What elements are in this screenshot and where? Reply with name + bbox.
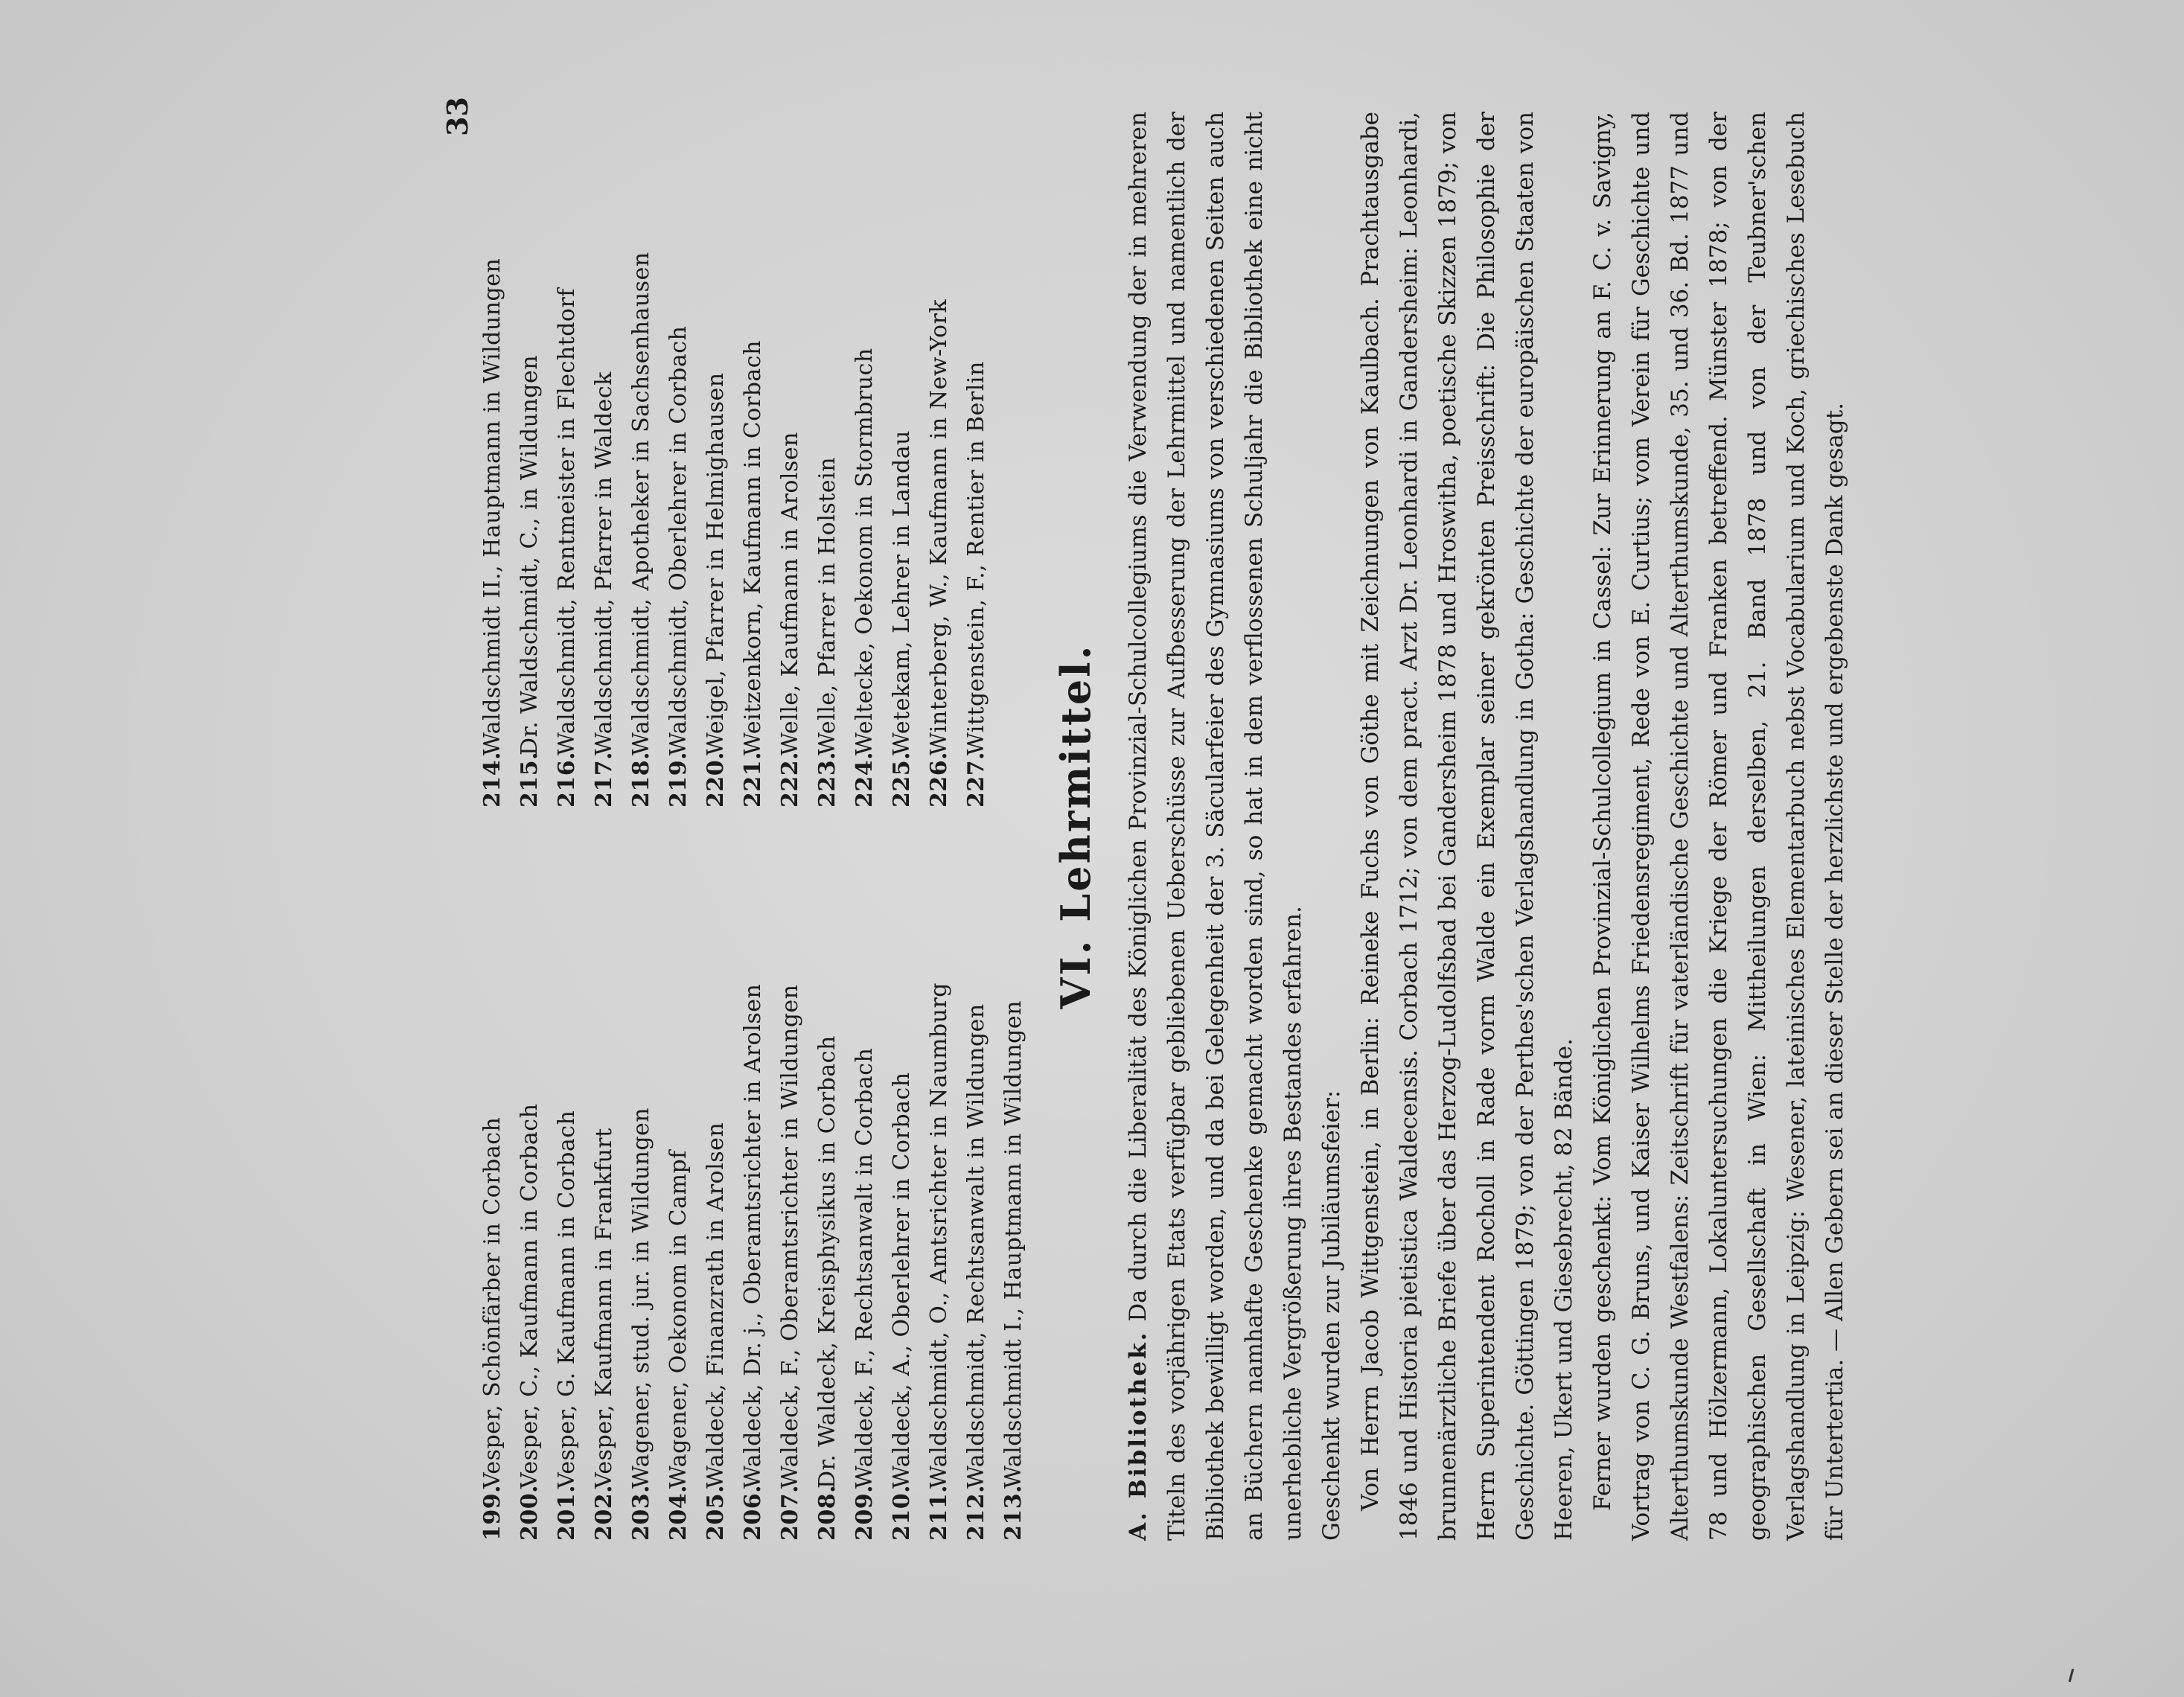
roster-column-left [474, 845, 1032, 1541]
roster-entry [884, 845, 921, 1541]
roster-entry [623, 112, 660, 808]
roster-entry [697, 845, 735, 1541]
roster-entry [884, 112, 921, 808]
roster-entry-number: 220. [703, 751, 729, 808]
roster-entry [958, 112, 995, 808]
roster-entry [995, 845, 1032, 1541]
roster-entry-text: Waldschmidt II., Hauptmann in Wildungen [479, 258, 505, 755]
roster-entry-number: 209. [852, 1484, 878, 1541]
roster-entry [511, 845, 549, 1541]
roster-entry-text: Winterberg, W., Kaufmann in New-York [926, 298, 952, 755]
roster-entry-number: 208. [814, 1484, 840, 1541]
roster-entry-number: 204. [665, 1484, 692, 1541]
roster-entry-text: Vesper, Kaufmann in Frankfurt [591, 1128, 617, 1489]
roster-entry-number: 221. [740, 751, 766, 808]
roster-entry-number: 199. [479, 1484, 505, 1541]
roster-entry-text: Dr. Waldschmidt, C., in Wildungen [517, 354, 543, 755]
roster-entry-text: Vesper, C., Kaufmann in Corbach [517, 1103, 543, 1489]
roster-entry-text: Waldeck, Dr. j., Oberamtsrichter in Arolsen [740, 983, 766, 1489]
roster-entry-number: 224. [852, 751, 878, 808]
roster-entry-text: Wittgenstein, F., Rentier in Berlin [963, 361, 989, 755]
roster-entry-number: 223. [814, 751, 840, 808]
roster-entry-text: Waldschmidt, Apotheker in Sachsenhausen [628, 252, 654, 755]
roster-entry-text: Welle, Pfarrer in Holstein [814, 456, 840, 755]
paragraph-library [1119, 112, 1312, 1541]
roster-entry [586, 845, 623, 1541]
roster-entry [958, 845, 995, 1541]
section-heading: VI. Lehrmittel. [1052, 643, 1099, 1009]
roster-entry-number: 222. [777, 751, 803, 808]
scan-mark [2069, 1669, 2075, 1682]
roster-entry [921, 845, 958, 1541]
roster-entry-number: 212. [963, 1484, 989, 1541]
roster-entry-text: Welle, Kaufmann in Arolsen [777, 432, 803, 755]
paragraph-gifts-list: Von Herrn Jacob Wittgenstein, in Berlin: Reineke Fuchs von Göthe mit Zeichnungen von Kaulbach. Prachtausgabe 1846 und Historia pietistica Waldecensis. Corbach 1712; von dem pract. Arzt Dr. Leonhardi in Gandersheim: Leonhardi, brunnenärztliche Briefe über das Herzog-Ludolfsbad bei Gandersheim 1878 und Hroswitha, poetische Skizzen 1879; von Herrn Superintendent Rocholl in Rade vorm Walde ein Exemplar seiner gekrönten Preisschrift: Die Philosophie der Geschichte. Göttingen 1879; von der Perthes'schen Verlagshandlung in Gotha: Geschichte der europäischen Staaten von Heeren, Ukert und Giesebrecht, 82 Bände. [1357, 112, 1577, 1541]
roster-entry-number: 219. [665, 751, 692, 808]
roster-entry-text: Wetekam, Lehrer in Landau [889, 430, 915, 755]
roster-entry-text: Waldschmidt I., Hauptmann in Wildungen [1000, 1000, 1026, 1489]
paragraph-further-gifts: Ferner wurden geschenkt: Vom Königlichen Provinzial-Schulcollegium in Cassel: Zur Erinnerung an F. C. v. Savigny, Vortrag von C. G. Bruns, und Kaiser Wilhelms Friedensregiment, Rede von E. Curtius; vom Verein für Geschichte und Alterthumskunde Westfalens: Zeitschrift für vaterländische Geschichte und Alterthumskunde, 35. und 36. Bd. 1877 und 78 und Hölzermann, Lokaluntersuchungen die Kriege der Römer und Franken betreffend. Münster 1878; von der geographischen Gesellschaft in Wien: Mittheilungen derselben, 21. Band 1878 und von der Teubner'schen Verlagshandlung in Leipzig: Wesener, lateinisches Elementarbuch nebst Vocabularium und Koch, griechisches Lesebuch für Untertertia. — Allen Gebern sei an dieser Stelle der herzlichste und ergebenste Dank gesagt. [1589, 112, 1848, 1541]
roster-entry-number: 205. [703, 1484, 729, 1541]
roster-entry [846, 112, 884, 808]
roster-entry [511, 112, 549, 808]
roster-entry [735, 845, 772, 1541]
roster-entry [697, 112, 735, 808]
roster-entry-text: Waldeck, A., Oberlehrer in Corbach [889, 1072, 915, 1489]
roster-entry [809, 112, 846, 808]
roster-entry-number: 217. [591, 751, 617, 808]
roster-entry-text: Wagener, stud. jur. in Wildungen [628, 1107, 654, 1489]
roster-entry [549, 845, 586, 1541]
roster-entry-number: 206. [740, 1484, 766, 1541]
paragraph-gifts-intro: Geschenkt wurden zur Jubiläumsfeier: [1318, 1090, 1345, 1541]
roster-entry [474, 845, 511, 1541]
roster-entry-number: 216. [554, 751, 580, 808]
roster-entry-number: 202. [591, 1484, 617, 1541]
roster-entry [772, 845, 809, 1541]
roster-entry-text: Waldschmidt, Pfarrer in Waldeck [591, 371, 617, 755]
roster-column-right [474, 112, 1032, 808]
roster-entry-text: Wagener, Oekonom in Campf [665, 1150, 692, 1489]
roster-entry [846, 845, 884, 1541]
rotated-book-page [281, 89, 1903, 1608]
roster-entry-number: 200. [517, 1484, 543, 1541]
roster-entry [921, 112, 958, 808]
roster-entry [623, 845, 660, 1541]
roster-entry [735, 112, 772, 808]
roster-entry-number: 211. [926, 1484, 952, 1541]
page-number: 33 [441, 97, 474, 136]
roster-entry-number: 213. [1000, 1484, 1026, 1541]
roster-entry-number: 227. [963, 751, 989, 808]
roster-entry-text: Waldschmidt, Oberlehrer in Corbach [665, 325, 692, 755]
roster-entry [809, 845, 846, 1541]
member-roster [474, 112, 1032, 1541]
library-paragraph-text: Da durch die Liberalität des Königlichen Provinzial-Schulcollegiums die Verwendung der in mehreren Titeln des vorjährigen Etats verfügbar gebliebenen Ueberschüsse zur Aufbesserung der Lehrmittel und namentlich der Bibliothek bewilligt worden, und da bei Gelegenheit der 3. Säcularfeier des Gymnasiums von verschiedenen Seiten auch an Büchern namhafte Geschenke gemacht worden sind, so hat in dem verflossenen Schuljahr die Bibliothek eine nicht unerhebliche Vergrößerung ihres Bestandes erfahren. [1125, 112, 1306, 1541]
roster-entry-number: 207. [777, 1484, 803, 1541]
roster-entry [549, 112, 586, 808]
roster-entry-text: Vesper, G. Kaufmann in Corbach [554, 1110, 580, 1489]
roster-entry-number: 203. [628, 1484, 654, 1541]
roster-entry-number: 218. [628, 751, 654, 808]
page-content [474, 112, 1854, 1541]
roster-entry-text: Waldeck, F., Oberamtsrichter in Wildungen [777, 984, 803, 1489]
roster-entry [660, 845, 697, 1541]
roster-entry-text: Waldeck, Finanzrath in Arolsen [703, 1122, 729, 1489]
library-subheading: A. Bibliothek. [1125, 1330, 1152, 1541]
roster-entry-text: Weltecke, Oekonom in Stormbruch [852, 348, 878, 755]
roster-entry-text: Waldschmidt, Rechtsanwalt in Wildungen [963, 1003, 989, 1489]
roster-entry-number: 226. [926, 751, 952, 808]
roster-entry-number: 210. [889, 1484, 915, 1541]
roster-entry-text: Vesper, Schönfärber in Corbach [479, 1116, 505, 1489]
roster-entry [474, 112, 511, 808]
roster-entry-text: Waldschmidt, Rentmeister in Flechtdorf [554, 288, 580, 755]
roster-entry [772, 112, 809, 808]
roster-entry-number: 215. [517, 751, 543, 808]
roster-entry-number: 201. [554, 1484, 580, 1541]
roster-entry-text: Dr. Waldeck, Kreisphysikus in Corbach [814, 1035, 840, 1489]
roster-entry-text: Weitzenkorn, Kaufmann in Corbach [740, 340, 766, 755]
roster-entry-text: Weigel, Pfarrer in Helmighausen [703, 372, 729, 755]
roster-entry-number: 214. [479, 751, 505, 808]
roster-entry [660, 112, 697, 808]
roster-entry-text: Waldeck, F., Rechtsanwalt in Corbach [852, 1047, 878, 1489]
roster-entry-number: 225. [889, 751, 915, 808]
roster-entry [586, 112, 623, 808]
roster-entry-text: Waldschmidt, O., Amtsrichter in Naumburg [926, 982, 952, 1489]
